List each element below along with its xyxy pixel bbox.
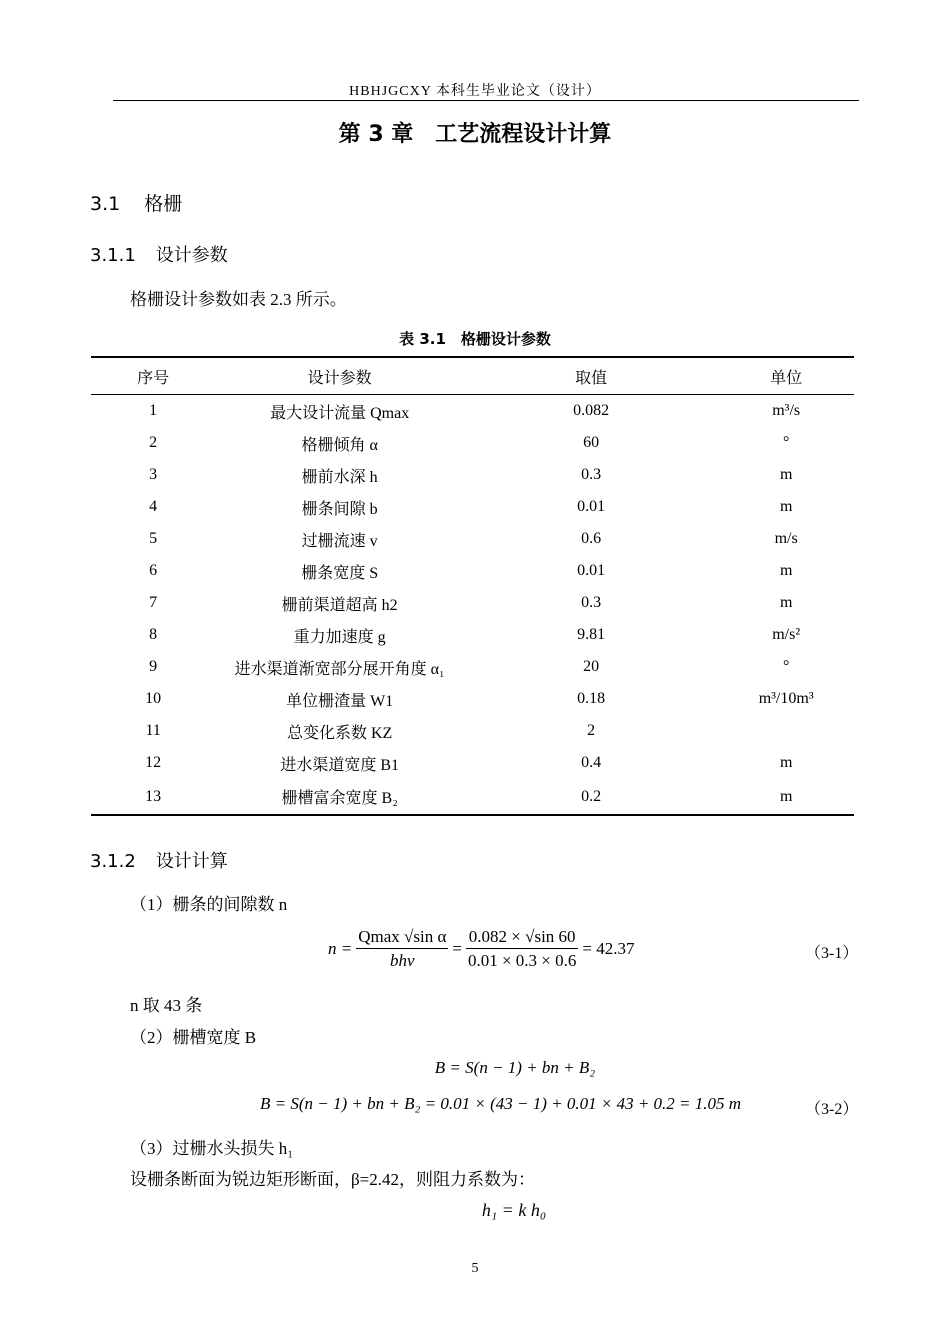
subsection-title: 设计计算 <box>155 851 228 872</box>
cell-no: 11 <box>145 722 161 739</box>
table-row <box>91 459 854 491</box>
table-row <box>91 427 854 459</box>
cell-param: 总变化系数 KZ <box>286 724 393 742</box>
cell-no: 8 <box>149 626 158 643</box>
cell-no: 3 <box>149 466 158 483</box>
chapter-title: 第 3 章 工艺流程设计计算 <box>338 122 612 147</box>
parameters-table <box>91 356 854 816</box>
cell-param: 格栅倾角 α <box>301 436 378 454</box>
cell-value: 0.18 <box>577 690 606 707</box>
cell-unit: m <box>779 754 793 771</box>
eq1-fraction-symbolic <box>356 927 448 971</box>
cell-value: 0.4 <box>581 754 602 771</box>
cell-no: 9 <box>149 658 158 675</box>
table-row <box>91 683 854 715</box>
table-row <box>91 555 854 587</box>
subsection-heading-1 <box>90 241 228 267</box>
cell-unit: m <box>779 594 793 611</box>
table-row <box>91 779 854 815</box>
step3-description: 设栅条断面为锐边矩形断面，β=2.42，则阻力系数为： <box>130 1170 535 1189</box>
cell-value: 0.082 <box>573 402 610 419</box>
step3-label: （3）过栅水头损失 h₁ <box>130 1139 294 1158</box>
cell-value: 20 <box>583 658 600 675</box>
table-row <box>91 747 854 779</box>
header-rule <box>113 100 859 101</box>
cell-param: 最大设计流量 Qmax <box>270 404 410 422</box>
eq1-frac1-numerator: Qmax √sin α <box>356 927 448 949</box>
eq2-number: （3-2） <box>805 1101 859 1118</box>
cell-unit <box>718 715 854 747</box>
subsection-number: 3.1.1 <box>90 245 136 266</box>
table-row <box>91 395 854 428</box>
table-row <box>91 715 854 747</box>
eq1-frac1-denominator: bhv <box>390 951 415 970</box>
cell-param: 进水渠道渐宽部分展开角度 α₁ <box>234 660 445 678</box>
cell-param: 进水渠道宽度 B1 <box>280 756 399 774</box>
cell-unit: m <box>718 779 854 815</box>
table-row <box>91 587 854 619</box>
subsection-heading-2 <box>90 847 228 873</box>
eq1-number: （3-1） <box>805 945 859 962</box>
cell-unit: ° <box>782 434 790 451</box>
table-caption: 表 3.1 格栅设计参数 <box>399 330 551 348</box>
table-row <box>91 619 854 651</box>
cell-unit: m³/s <box>772 402 801 419</box>
running-header: HBHJGCXY 本科生毕业论文（设计） <box>349 84 601 99</box>
intro-paragraph: 格栅设计参数如表 2.3 所示。 <box>130 290 347 309</box>
cell-unit: m <box>779 498 793 515</box>
eq1-result: = 42.37 <box>582 939 635 958</box>
cell-param: 过栅流速 v <box>301 532 378 550</box>
table-body <box>91 395 854 816</box>
cell-no: 1 <box>149 402 158 419</box>
cell-no: 10 <box>145 690 162 707</box>
cell-no: 7 <box>149 594 158 611</box>
eq1-lhs: n = <box>328 939 353 958</box>
table-row <box>91 491 854 523</box>
cell-unit: m/s² <box>772 626 801 643</box>
step2-label: （2）栅槽宽度 B <box>130 1028 257 1047</box>
eq1-fraction-numeric <box>466 927 578 971</box>
subsection-title: 设计参数 <box>155 245 228 266</box>
equation-3-1: n = $\frac{\text{Qmax √sin α}}{\text{bhv}}$ = $\frac{0.082 \times √\sin 60}{0.01 \times 0.3 \times 0.6}$ = 42.37 <box>328 927 635 970</box>
cell-value: 0.01 <box>577 498 606 515</box>
cell-value: 0.2 <box>464 779 718 815</box>
cell-unit: m <box>779 466 793 483</box>
cell-param: 栅条间隙 b <box>301 500 378 518</box>
section-heading <box>90 189 182 216</box>
cell-value: 0.6 <box>581 530 602 547</box>
cell-no: 2 <box>149 434 158 451</box>
table-header-row <box>91 357 854 395</box>
cell-unit: ° <box>782 658 790 675</box>
cell-param: 栅前渠道超高 h2 <box>281 596 398 614</box>
col-header-no: 序号 <box>91 357 215 395</box>
cell-value: 9.81 <box>577 626 606 643</box>
cell-no: 4 <box>149 498 158 515</box>
eq1-frac2-numerator: 0.082 × √sin 60 <box>466 927 578 949</box>
cell-unit: m/s <box>774 530 798 547</box>
col-header-value: 取值 <box>464 357 718 395</box>
table-row <box>91 523 854 555</box>
col-header-unit: 单位 <box>718 357 854 395</box>
equation-3-2: B = S(n − 1) + bn + B₂ = 0.01 × (43 − 1) + 0.01 × 43 + 0.2 = 1.05 m <box>260 1094 742 1113</box>
cell-unit: m <box>779 562 793 579</box>
cell-param: 栅槽富余宽度 B₂ <box>215 779 464 815</box>
table-row <box>91 651 854 683</box>
col-header-param: 设计参数 <box>215 357 464 395</box>
equation-b-formula: B = S(n − 1) + bn + B₂ <box>434 1058 596 1077</box>
cell-param: 重力加速度 g <box>293 628 386 646</box>
section-number: 3.1 <box>90 193 121 215</box>
cell-value: 0.3 <box>581 594 602 611</box>
cell-value: 2 <box>587 722 596 739</box>
cell-no: 5 <box>149 530 158 547</box>
cell-unit: m³/10m³ <box>758 690 814 707</box>
cell-no: 12 <box>145 754 162 771</box>
subsection-number: 3.1.2 <box>90 851 136 872</box>
step1-note: n 取 43 条 <box>130 996 203 1015</box>
step1-label: （1）栅条的间隙数 n <box>130 895 288 914</box>
cell-param: 栅前水深 h <box>301 468 378 486</box>
cell-no: 6 <box>149 562 158 579</box>
cell-value: 60 <box>583 434 600 451</box>
cell-param: 单位栅渣量 W1 <box>286 692 394 710</box>
equation-h1: h₁ = k h₀ <box>481 1200 547 1220</box>
eq1-frac2-denominator: 0.01 × 0.3 × 0.6 <box>467 951 577 970</box>
cell-param: 栅条宽度 S <box>301 564 379 582</box>
cell-value: 0.3 <box>581 466 602 483</box>
cell-no: 13 <box>91 779 215 815</box>
cell-value: 0.01 <box>577 562 606 579</box>
section-title: 格栅 <box>144 193 183 215</box>
page-number: 5 <box>471 1261 479 1276</box>
